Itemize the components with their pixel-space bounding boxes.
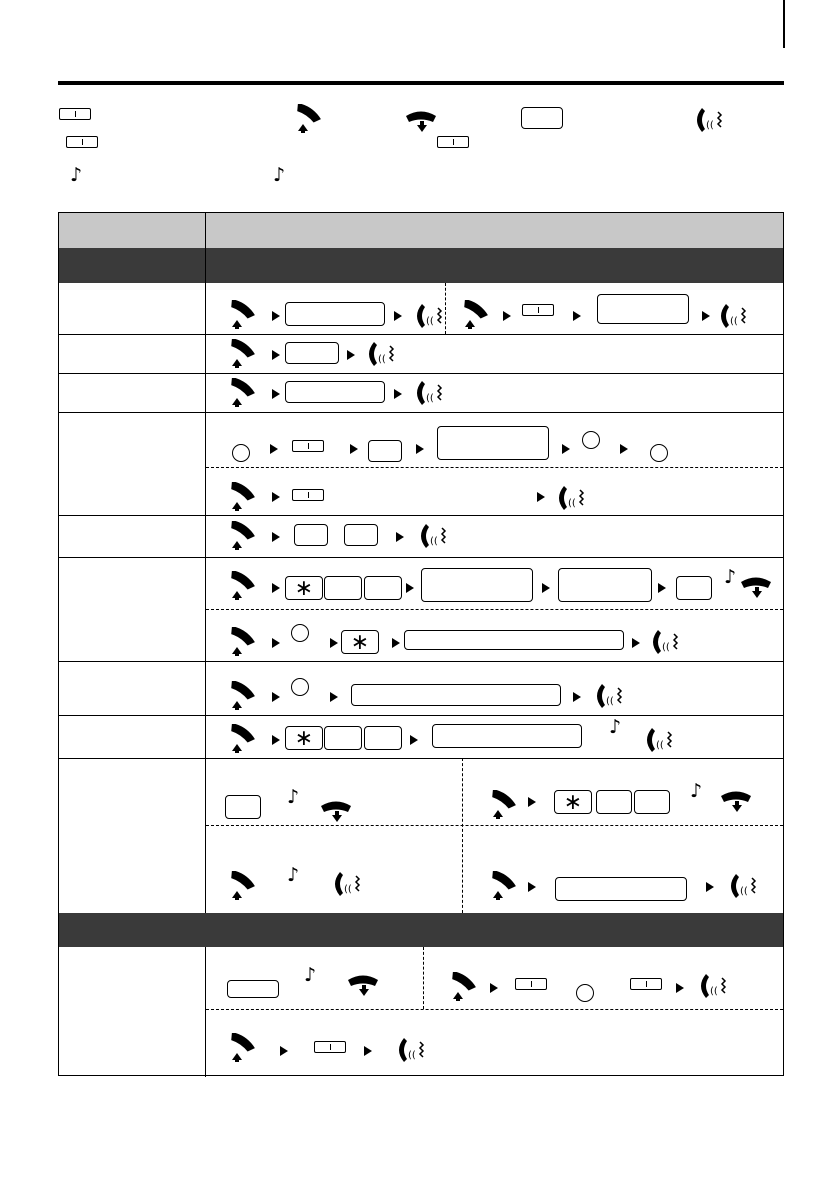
round-key-icon [650,444,668,462]
svg-text:((: (( [730,316,738,327]
row-divider [59,373,783,374]
off-hook-icon [222,482,260,514]
off-hook-icon [222,300,260,332]
arrow-icon [272,735,280,745]
arrow-icon [347,350,355,360]
flexible-key-icon [437,136,469,148]
arrow-icon [280,1046,288,1056]
column-divider [205,213,206,913]
arrow-icon [503,311,511,321]
confirmation-tone-icon: ♪ [609,716,622,738]
arrow-icon [573,692,581,702]
talk-icon [410,300,448,332]
on-hook-icon [718,786,756,818]
svg-text:((: (( [568,498,576,509]
svg-text:((: (( [662,642,670,653]
key-box [227,980,279,998]
arrow-icon [396,532,404,542]
arrow-icon [406,583,414,593]
arrow-icon [562,444,570,454]
svg-text:((: (( [706,120,714,131]
key-box [324,576,362,600]
arrow-icon [573,311,581,321]
key-box [294,524,328,546]
round-key-icon [582,431,600,449]
dashed-divider [423,947,424,1009]
key-box [404,630,624,650]
talk-icon [590,680,628,712]
on-hook-icon [318,796,356,828]
off-hook-icon [288,104,326,134]
star-key-icon: ∗ [554,790,592,814]
arrow-icon [528,797,536,807]
star-key-icon: ∗ [285,726,323,750]
svg-text:((: (( [606,696,614,707]
dashed-divider [206,609,783,610]
row-divider [59,557,783,558]
round-key-icon [291,624,309,642]
key-box [558,568,652,602]
arrow-icon [272,532,280,542]
section-header-1 [59,248,783,283]
confirmation-tone-icon: ♪ [287,864,300,886]
arrow-icon [706,882,714,892]
row-divider [59,412,783,413]
off-hook-icon [222,571,260,603]
key-box [596,790,632,814]
confirmation-tone-icon: ♪ [287,786,300,808]
key-box [364,576,402,600]
arrow-icon [330,692,338,702]
svg-text:((: (( [378,354,386,365]
section-header-2 [59,913,783,947]
arrow-icon [394,311,402,321]
arrow-icon [632,638,640,648]
page-edge-mark [783,0,785,48]
arrow-icon [542,583,550,593]
off-hook-icon [222,871,260,903]
key-box [324,726,362,750]
round-key-icon [576,984,594,1002]
svg-text:((: (( [426,316,434,327]
arrow-icon [272,311,280,321]
arrow-icon [330,638,338,648]
confirmation-tone-icon: ♪ [690,780,703,802]
svg-text:((: (( [430,536,438,547]
arrow-icon [272,638,280,648]
key-box [437,426,549,460]
talk-icon [410,377,448,409]
talk-icon [646,626,684,658]
svg-text:((: (( [656,740,664,751]
flexible-key-icon [630,978,662,990]
flexible-key-icon [515,978,547,990]
arrow-icon [270,444,278,454]
confirmation-tone-icon: ♪ [273,164,286,186]
flexible-key-icon [59,108,91,120]
talk-icon [414,520,452,552]
arrow-icon [272,492,280,502]
section-rule [58,81,784,85]
arrow-icon [394,389,402,399]
svg-text:((: (( [426,393,434,404]
column-divider [205,947,206,1077]
dashed-divider [206,825,783,826]
on-hook-icon [345,970,383,1002]
off-hook-icon [222,378,260,410]
on-hook-icon [738,572,776,604]
key-box [432,724,582,748]
off-hook-icon [483,790,521,822]
off-hook-icon [443,972,481,1004]
off-hook-icon [222,521,260,553]
arrow-icon [676,983,684,993]
row-divider [59,515,783,516]
arrow-icon [620,444,628,454]
talk-icon [328,868,366,900]
key-box [555,877,687,901]
round-key-icon [291,678,309,696]
talk-icon [694,970,732,1002]
key-box [364,726,402,750]
star-key-icon: ∗ [285,576,323,600]
arrow-icon [410,735,418,745]
flexible-key-icon [292,489,324,501]
talk-icon [690,104,726,136]
key-box [285,381,385,403]
row-divider [59,758,783,759]
arrow-icon [272,583,280,593]
flexible-key-icon [292,440,324,452]
key-box [676,576,712,600]
svg-text:((: (( [710,986,718,997]
key-box [285,342,339,364]
talk-icon [552,482,590,514]
off-hook-icon [222,627,260,659]
dashed-divider [462,758,463,913]
flexible-key-icon [522,304,554,316]
row-divider [59,661,783,662]
dashed-divider [206,467,783,468]
arrow-icon [272,350,280,360]
row-divider [59,715,783,716]
key-box [351,684,561,706]
confirmation-tone-icon: ♪ [70,164,83,186]
off-hook-icon [222,339,260,371]
confirmation-tone-icon: ♪ [724,566,737,588]
arrow-icon [392,638,400,648]
arrow-icon [272,692,280,702]
key-box [634,790,670,814]
row-divider [59,334,783,335]
talk-icon [724,870,762,902]
arrow-icon [350,444,358,454]
arrow-icon [528,882,536,892]
arrow-icon [272,389,280,399]
arrow-icon [364,1046,372,1056]
talk-icon [362,338,400,370]
off-hook-icon [455,300,493,332]
key-box [421,568,533,602]
dashed-divider [206,1009,783,1010]
svg-text:((: (( [740,886,748,897]
off-hook-icon [222,1033,260,1065]
key-box [597,294,689,324]
fixed-key-icon [521,107,563,129]
arrow-icon [537,492,545,502]
talk-icon [640,724,678,756]
arrow-icon [658,583,666,593]
table-header [59,213,783,248]
flexible-key-icon [66,136,98,148]
talk-icon [392,1034,430,1066]
flexible-key-icon [314,1041,346,1053]
off-hook-icon [222,724,260,756]
on-hook-icon [403,106,441,136]
key-box [344,524,378,546]
star-key-icon: ∗ [341,630,379,654]
confirmation-tone-icon: ♪ [304,964,317,986]
key-box [225,795,261,819]
off-hook-icon [483,871,521,903]
arrow-icon [702,311,710,321]
off-hook-icon [222,681,260,713]
key-box [368,440,402,462]
round-key-icon [232,444,250,462]
svg-text:((: (( [408,1050,416,1061]
talk-icon [714,300,752,332]
arrow-icon [416,444,424,454]
svg-text:((: (( [344,884,352,895]
arrow-icon [490,983,498,993]
key-box [285,302,385,326]
